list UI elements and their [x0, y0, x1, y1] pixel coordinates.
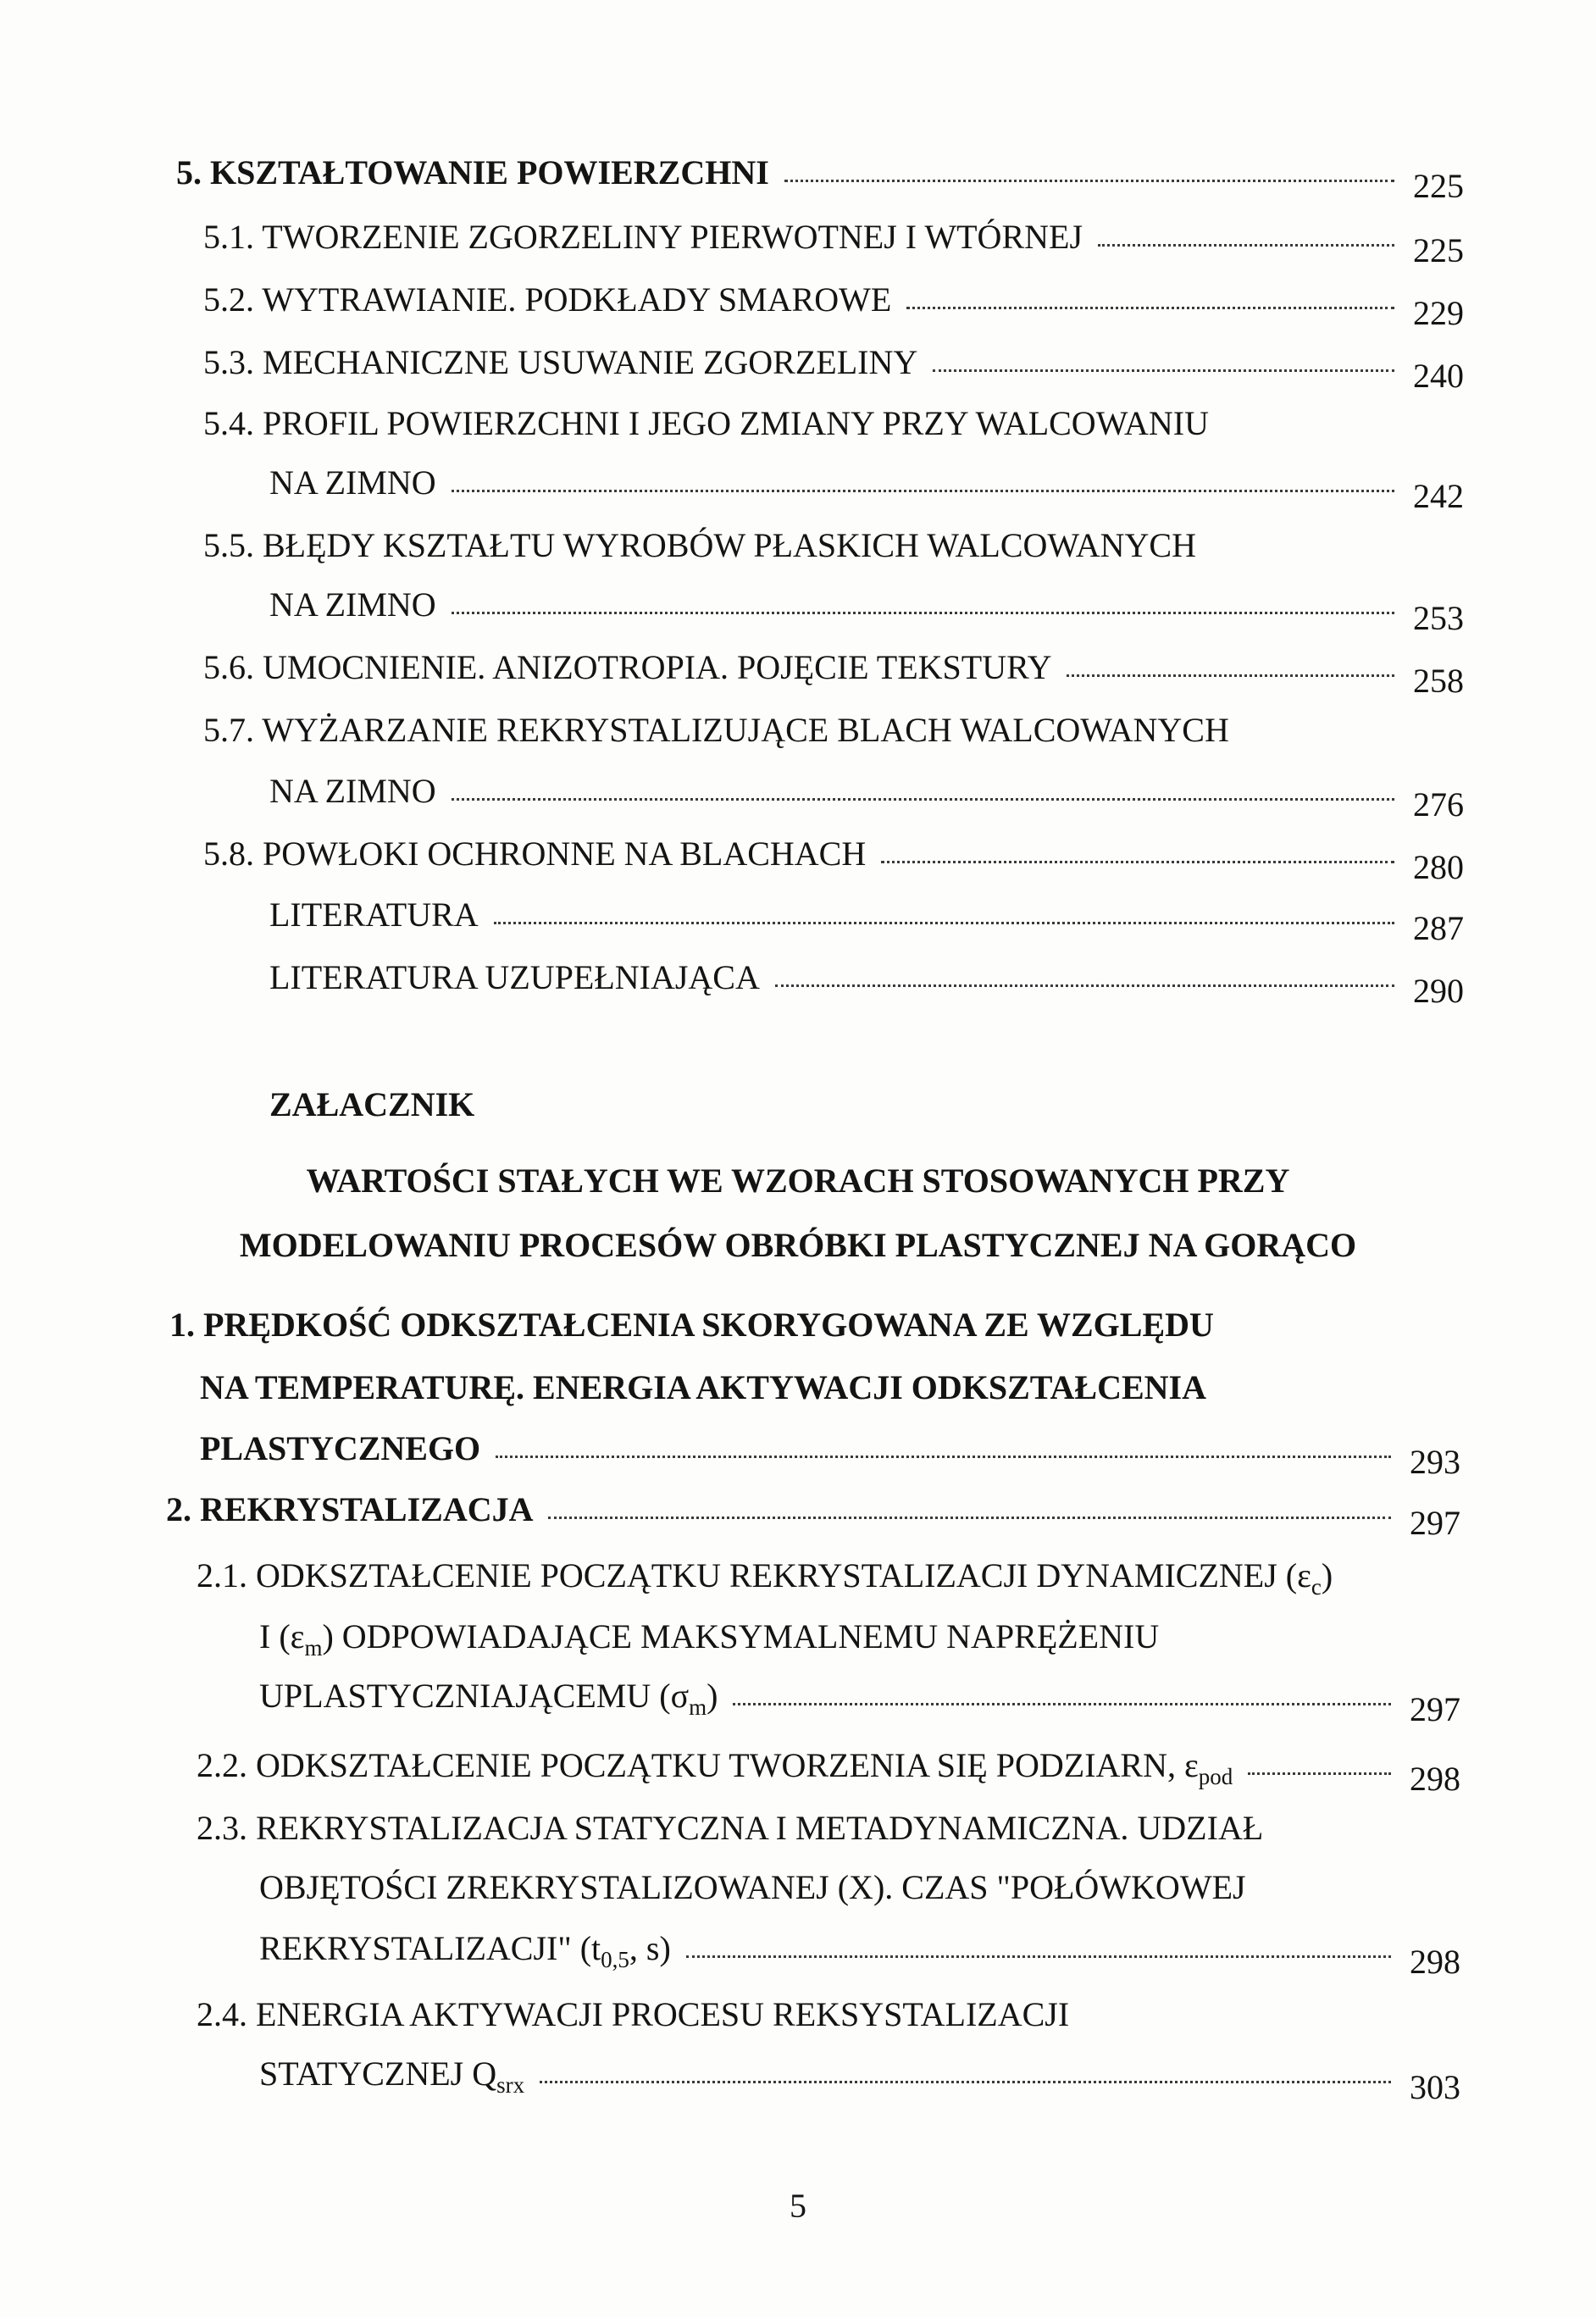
toc-entry-a1-line-2: NA TEMPERATURĘ. ENERGIA AKTYWACJI ODKSZTAŁCENIA: [200, 1368, 1206, 1406]
toc-entry-5-2[interactable]: [203, 280, 1464, 332]
toc-page: 298: [1410, 1760, 1460, 1798]
toc-page: 280: [1413, 848, 1464, 886]
toc-entry-a2[interactable]: [166, 1489, 1460, 1542]
toc-label: NA ZIMNO: [269, 772, 436, 810]
text: UPLASTYCZNIAJĄCEMU (σ: [259, 1677, 690, 1715]
toc-page: 297: [1410, 1504, 1460, 1542]
leader-dots: [933, 369, 1394, 372]
toc-entry-a2-3-line-1: 2.3. REKRYSTALIZACJA STATYCZNA I METADYNAMICZNA. UDZIAŁ: [197, 1809, 1264, 1847]
text: REKRYSTALIZACJI" (t: [259, 1929, 601, 1967]
leader-dots: [1098, 244, 1394, 247]
leader-dots: [1248, 1772, 1391, 1775]
text: I (ε: [259, 1617, 305, 1655]
toc-entry-5-7-title: 5.7. WYŻARZANIE REKRYSTALIZUJĄCE BLACH WALCOWANYCH: [203, 711, 1229, 749]
toc-entry-a2-3-line-2: OBJĘTOŚCI ZREKRYSTALIZOWANEJ (X). CZAS "POŁÓWKOWEJ: [259, 1868, 1246, 1906]
toc-label: NA ZIMNO: [269, 585, 436, 624]
leader-dots: [452, 490, 1394, 492]
toc-label: [259, 1928, 671, 1972]
toc-page: 240: [1413, 357, 1464, 395]
toc-label: 5.1. TWORZENIE ZGORZELINY PIERWOTNEJ I WTÓRNEJ: [203, 218, 1083, 256]
toc-page: 293: [1410, 1443, 1460, 1481]
appendix-title-line-2: MODELOWANIU PROCESÓW OBRÓBKI PLASTYCZNEJ NA GORĄCO: [239, 1226, 1357, 1264]
toc-entry-literatura[interactable]: [269, 895, 1464, 947]
toc-entry-a2-2[interactable]: [197, 1745, 1460, 1798]
toc-page: 225: [1413, 167, 1464, 205]
text: STATYCZNEJ Q: [259, 2055, 497, 2093]
toc-label: NA ZIMNO: [269, 463, 436, 502]
leader-dots: [784, 180, 1394, 182]
toc-entry-a2-3[interactable]: [259, 1928, 1460, 1981]
toc-page: 298: [1410, 1943, 1460, 1981]
toc-entry-5-5-title: 5.5. BŁĘDY KSZTAŁTU WYROBÓW PŁASKICH WALCOWANYCH: [203, 526, 1196, 564]
leader-dots: [496, 1456, 1391, 1458]
toc-page: 229: [1413, 294, 1464, 332]
appendix-title-line-1: WARTOŚCI STAŁYCH WE WZORACH STOSOWANYCH PRZY: [306, 1162, 1290, 1200]
toc-entry-5-3[interactable]: [203, 342, 1464, 395]
toc-label: PLASTYCZNEGO: [200, 1429, 481, 1467]
toc-entry-a1-line-1: 1. PRĘDKOŚĆ ODKSZTAŁCENIA SKORYGOWANA ZE WZGLĘDU: [169, 1306, 1214, 1344]
toc-label: 5. KSZTAŁTOWANIE POWIERZCHNI: [176, 153, 769, 191]
leader-dots: [906, 307, 1394, 309]
toc-label: [259, 1676, 718, 1720]
text: ): [1321, 1556, 1333, 1594]
leader-dots: [733, 1703, 1391, 1705]
toc-entry-a2-4[interactable]: [259, 2054, 1460, 2106]
subscript: 0,5: [601, 1947, 629, 1972]
toc-entry-literatura-uzupelniajaca[interactable]: [269, 957, 1464, 1010]
toc-entry-5-1[interactable]: [203, 217, 1464, 269]
text: ): [707, 1677, 718, 1715]
subscript: c: [1311, 1574, 1322, 1600]
toc-label: 5.8. POWŁOKI OCHRONNE NA BLACHACH: [203, 835, 867, 873]
leader-dots: [1067, 674, 1394, 677]
toc-entry-5-4[interactable]: [269, 463, 1464, 515]
toc-entry-5-6[interactable]: [203, 647, 1464, 700]
toc-label: 5.2. WYTRAWIANIE. PODKŁADY SMAROWE: [203, 280, 892, 319]
leader-dots: [775, 984, 1394, 987]
text: , s): [629, 1929, 671, 1967]
toc-page: 287: [1413, 909, 1464, 947]
toc-entry-5[interactable]: [176, 152, 1464, 205]
toc-page: 242: [1413, 477, 1464, 515]
toc-entry-a2-1-line-1: [197, 1556, 1333, 1600]
toc-entry-5-4-title: 5.4. PROFIL POWIERZCHNI I JEGO ZMIANY PRZY WALCOWANIU: [203, 404, 1209, 442]
toc-page: 258: [1413, 662, 1464, 700]
text: ) ODPOWIADAJĄCE MAKSYMALNEMU NAPRĘŻENIU: [322, 1617, 1160, 1655]
toc-entry-5-7[interactable]: [269, 771, 1464, 824]
toc-entry-5-8[interactable]: [203, 834, 1464, 886]
toc-label: [197, 1745, 1233, 1789]
toc-entry-5-5[interactable]: [269, 585, 1464, 637]
toc-label: 5.3. MECHANICZNE USUWANIE ZGORZELINY: [203, 343, 918, 381]
leader-dots: [686, 1955, 1391, 1958]
toc-entry-a2-1[interactable]: [259, 1676, 1460, 1728]
appendix-heading: ZAŁACZNIK: [269, 1085, 475, 1123]
leader-dots: [540, 2081, 1391, 2083]
subscript: pod: [1198, 1764, 1233, 1789]
toc-label: LITERATURA: [269, 896, 479, 934]
toc-label: [259, 2054, 524, 2098]
text: 2.1. ODKSZTAŁCENIE POCZĄTKU REKRYSTALIZACJI DYNAMICZNEJ (ε: [197, 1556, 1311, 1594]
leader-dots: [452, 612, 1394, 614]
leader-dots: [548, 1517, 1391, 1519]
toc-page: 297: [1410, 1690, 1460, 1728]
toc-entry-a2-1-line-2: [259, 1616, 1159, 1661]
subscript: m: [304, 1635, 323, 1661]
leader-dots: [494, 922, 1394, 924]
toc-entry-a1[interactable]: [200, 1428, 1460, 1481]
leader-dots: [452, 798, 1394, 801]
toc-page: 276: [1413, 785, 1464, 824]
toc-entry-a2-4-line-1: 2.4. ENERGIA AKTYWACJI PROCESU REKSYSTALIZACJI: [197, 1995, 1070, 2033]
toc-page: 303: [1410, 2068, 1460, 2106]
toc-page: 225: [1413, 231, 1464, 269]
toc-label: 2. REKRYSTALIZACJA: [166, 1490, 534, 1528]
toc-page: 290: [1413, 972, 1464, 1010]
page-number: 5: [790, 2187, 806, 2225]
subscript: srx: [496, 2072, 525, 2098]
text: 2.2. ODKSZTAŁCENIE POCZĄTKU TWORZENIA SIĘ PODZIARN, ε: [197, 1746, 1199, 1784]
toc-label: LITERATURA UZUPEŁNIAJĄCA: [269, 958, 760, 996]
toc-page: 253: [1413, 599, 1464, 637]
subscript: m: [689, 1694, 707, 1720]
leader-dots: [881, 861, 1394, 863]
toc-label: 5.6. UMOCNIENIE. ANIZOTROPIA. POJĘCIE TEKSTURY: [203, 648, 1052, 686]
